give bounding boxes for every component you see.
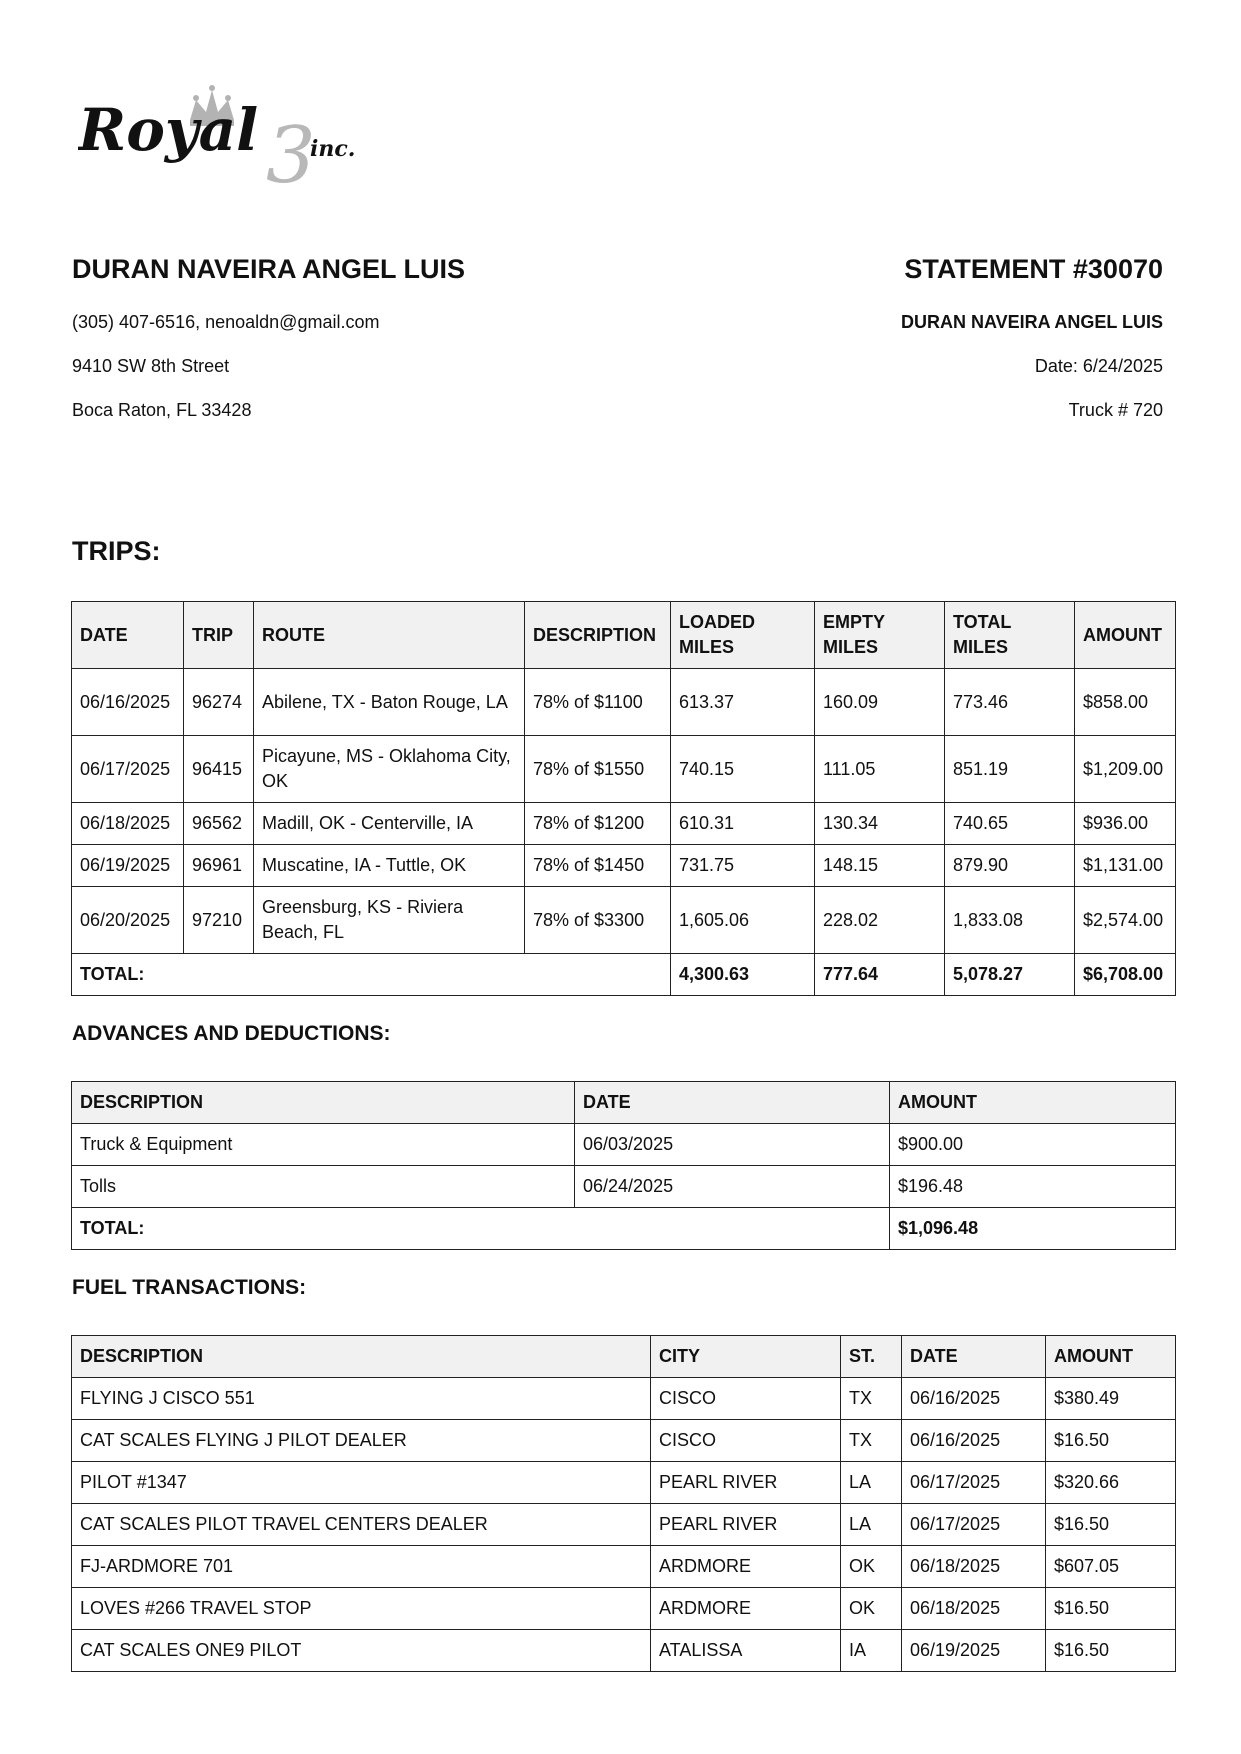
fuel-date: 06/16/2025	[902, 1420, 1046, 1462]
table-row	[72, 1378, 1176, 1420]
trip-total-miles: 740.65	[945, 803, 1075, 845]
fuel-state: LA	[841, 1462, 902, 1504]
fuel-city: CISCO	[651, 1378, 841, 1420]
advance-amount: $900.00	[890, 1124, 1176, 1166]
trip-loaded-miles: 731.75	[671, 845, 815, 887]
trip-loaded-miles: 1,605.06	[671, 887, 815, 954]
fuel-description: CAT SCALES PILOT TRAVEL CENTERS DEALER	[72, 1504, 651, 1546]
advances-total-row	[72, 1208, 1176, 1250]
fuel-state: TX	[841, 1420, 902, 1462]
col-total-miles: TOTAL MILES	[945, 602, 1075, 669]
trips-total-row	[72, 954, 1176, 996]
trip-number: 96961	[184, 845, 254, 887]
trip-empty-miles: 111.05	[815, 736, 945, 803]
trips-total-label: TOTAL:	[72, 954, 671, 996]
fuel-amount: $16.50	[1046, 1420, 1176, 1462]
fuel-title: FUEL TRANSACTIONS:	[72, 1276, 307, 1299]
advances-total-label: TOTAL:	[72, 1208, 890, 1250]
col-date: DATE	[575, 1082, 890, 1124]
trip-empty-miles: 228.02	[815, 887, 945, 954]
trip-amount: $858.00	[1075, 669, 1176, 736]
statement-title: STATEMENT #30070	[904, 254, 1163, 284]
statement-date: Date: 6/24/2025	[1034, 356, 1163, 376]
trip-total-miles: 879.90	[945, 845, 1075, 887]
trip-route: Madill, OK - Centerville, IA	[254, 803, 525, 845]
trips-total-loaded: 4,300.63	[671, 954, 815, 996]
crown-logo-icon	[78, 78, 398, 190]
col-city: CITY	[651, 1336, 841, 1378]
fuel-table	[71, 1335, 1176, 1672]
trip-date: 06/18/2025	[72, 803, 184, 845]
fuel-description: CAT SCALES FLYING J PILOT DEALER	[72, 1420, 651, 1462]
trips-total-empty: 777.64	[815, 954, 945, 996]
fuel-state: TX	[841, 1378, 902, 1420]
fuel-description: PILOT #1347	[72, 1462, 651, 1504]
col-amount: AMOUNT	[1075, 602, 1176, 669]
advance-description: Tolls	[72, 1166, 575, 1208]
fuel-description: LOVES #266 TRAVEL STOP	[72, 1588, 651, 1630]
trip-description: 78% of $1200	[525, 803, 671, 845]
fuel-city: ATALISSA	[651, 1630, 841, 1672]
table-row	[72, 736, 1176, 803]
col-date: DATE	[902, 1336, 1046, 1378]
col-amount: AMOUNT	[890, 1082, 1176, 1124]
fuel-amount: $16.50	[1046, 1630, 1176, 1672]
table-row	[72, 1420, 1176, 1462]
col-empty-miles: EMPTY MILES	[815, 602, 945, 669]
statement-driver-name: DURAN NAVEIRA ANGEL LUIS	[900, 312, 1163, 332]
fuel-city: ARDMORE	[651, 1588, 841, 1630]
advances-header-row	[72, 1082, 1176, 1124]
advances-title: ADVANCES AND DEDUCTIONS:	[72, 1022, 391, 1045]
trip-total-miles: 773.46	[945, 669, 1075, 736]
driver-address-line1: 9410 SW 8th Street	[72, 356, 230, 376]
advance-description: Truck & Equipment	[72, 1124, 575, 1166]
fuel-date: 06/17/2025	[902, 1462, 1046, 1504]
table-row	[72, 1546, 1176, 1588]
col-trip: TRIP	[184, 602, 254, 669]
fuel-city: CISCO	[651, 1420, 841, 1462]
fuel-date: 06/19/2025	[902, 1630, 1046, 1672]
table-row	[72, 1462, 1176, 1504]
driver-address-line2: Boca Raton, FL 33428	[72, 400, 252, 420]
fuel-header-row	[72, 1336, 1176, 1378]
driver-contact: (305) 407-6516, nenoaldn@gmail.com	[72, 312, 380, 332]
trip-amount: $936.00	[1075, 803, 1176, 845]
driver-name: DURAN NAVEIRA ANGEL LUIS	[72, 254, 466, 284]
table-row	[72, 1124, 1176, 1166]
col-amount: AMOUNT	[1046, 1336, 1176, 1378]
col-route: ROUTE	[254, 602, 525, 669]
trip-route: Greensburg, KS - Riviera Beach, FL	[254, 887, 525, 954]
col-state: ST.	[841, 1336, 902, 1378]
col-loaded-miles: LOADED MILES	[671, 602, 815, 669]
fuel-description: FLYING J CISCO 551	[72, 1378, 651, 1420]
advances-total-amount: $1,096.48	[890, 1208, 1176, 1250]
trip-number: 96415	[184, 736, 254, 803]
driver-info	[72, 250, 672, 432]
advance-date: 06/03/2025	[575, 1124, 890, 1166]
fuel-date: 06/18/2025	[902, 1546, 1046, 1588]
fuel-amount: $607.05	[1046, 1546, 1176, 1588]
trip-number: 96274	[184, 669, 254, 736]
fuel-amount: $320.66	[1046, 1462, 1176, 1504]
table-row	[72, 845, 1176, 887]
fuel-state: OK	[841, 1588, 902, 1630]
trip-total-miles: 851.19	[945, 736, 1075, 803]
trips-header-row	[72, 602, 1176, 669]
fuel-city: ARDMORE	[651, 1546, 841, 1588]
advances-table	[71, 1081, 1176, 1250]
fuel-date: 06/18/2025	[902, 1588, 1046, 1630]
trips-table	[71, 601, 1176, 996]
advance-amount: $196.48	[890, 1166, 1176, 1208]
fuel-city: PEARL RIVER	[651, 1504, 841, 1546]
svg-text:3: 3	[266, 111, 316, 190]
advance-date: 06/24/2025	[575, 1166, 890, 1208]
trip-empty-miles: 148.15	[815, 845, 945, 887]
fuel-date: 06/17/2025	[902, 1504, 1046, 1546]
fuel-state: OK	[841, 1546, 902, 1588]
table-row	[72, 669, 1176, 736]
fuel-city: PEARL RIVER	[651, 1462, 841, 1504]
trip-date: 06/19/2025	[72, 845, 184, 887]
trip-route: Picayune, MS - Oklahoma City, OK	[254, 736, 525, 803]
fuel-date: 06/16/2025	[902, 1378, 1046, 1420]
table-row	[72, 803, 1176, 845]
fuel-amount: $16.50	[1046, 1588, 1176, 1630]
fuel-state: LA	[841, 1504, 902, 1546]
fuel-description: FJ-ARDMORE 701	[72, 1546, 651, 1588]
company-logo	[78, 78, 398, 190]
trip-description: 78% of $1450	[525, 845, 671, 887]
table-row	[72, 1630, 1176, 1672]
trip-empty-miles: 130.34	[815, 803, 945, 845]
trip-date: 06/20/2025	[72, 887, 184, 954]
trips-total-miles: 5,078.27	[945, 954, 1075, 996]
svg-text:inc.: inc.	[310, 136, 356, 162]
fuel-amount: $380.49	[1046, 1378, 1176, 1420]
trip-number: 96562	[184, 803, 254, 845]
table-row	[72, 887, 1176, 954]
trip-amount: $1,131.00	[1075, 845, 1176, 887]
col-description: DESCRIPTION	[525, 602, 671, 669]
svg-text:Royal: Royal	[78, 96, 259, 164]
trip-amount: $1,209.00	[1075, 736, 1176, 803]
statement-info	[603, 250, 1163, 432]
trip-date: 06/17/2025	[72, 736, 184, 803]
trip-loaded-miles: 613.37	[671, 669, 815, 736]
trips-total-amount: $6,708.00	[1075, 954, 1176, 996]
col-date: DATE	[72, 602, 184, 669]
col-description: DESCRIPTION	[72, 1336, 651, 1378]
trip-date: 06/16/2025	[72, 669, 184, 736]
trip-loaded-miles: 610.31	[671, 803, 815, 845]
trip-description: 78% of $3300	[525, 887, 671, 954]
trip-empty-miles: 160.09	[815, 669, 945, 736]
trip-total-miles: 1,833.08	[945, 887, 1075, 954]
trip-number: 97210	[184, 887, 254, 954]
trip-amount: $2,574.00	[1075, 887, 1176, 954]
fuel-description: CAT SCALES ONE9 PILOT	[72, 1630, 651, 1672]
table-row	[72, 1588, 1176, 1630]
trip-loaded-miles: 740.15	[671, 736, 815, 803]
trip-description: 78% of $1550	[525, 736, 671, 803]
trip-route: Muscatine, IA - Tuttle, OK	[254, 845, 525, 887]
fuel-amount: $16.50	[1046, 1504, 1176, 1546]
trip-route: Abilene, TX - Baton Rouge, LA	[254, 669, 525, 736]
fuel-state: IA	[841, 1630, 902, 1672]
col-description: DESCRIPTION	[72, 1082, 575, 1124]
table-row	[72, 1504, 1176, 1546]
table-row	[72, 1166, 1176, 1208]
trips-title: TRIPS:	[72, 536, 161, 566]
statement-truck: Truck # 720	[1068, 400, 1163, 420]
trip-description: 78% of $1100	[525, 669, 671, 736]
